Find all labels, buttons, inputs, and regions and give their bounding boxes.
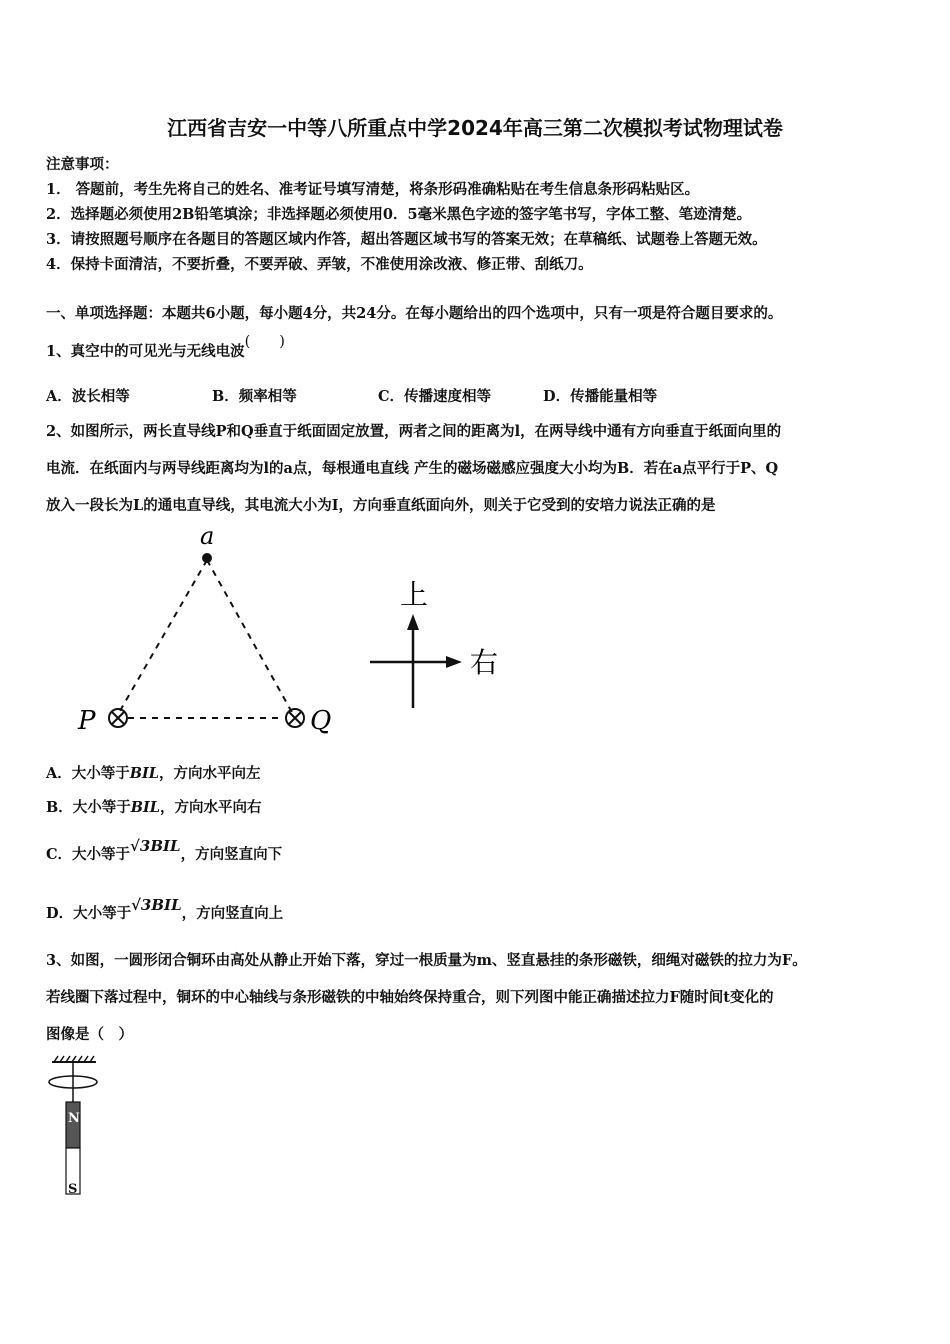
triangle-diagram <box>77 522 331 736</box>
q2-line-2: 电流．在纸面内与两导线距离均为l的a点，每根通电直线 产生的磁场磁感应强度大小均为B．若在a点平行于P、Q <box>46 460 779 477</box>
q2-option-d-suffix: ，方向竖直向上 <box>181 905 284 922</box>
bar-magnet-icon <box>66 1102 80 1197</box>
up-arrow-icon <box>407 614 419 630</box>
label-right: 右 <box>470 646 499 679</box>
magnet-n-label: N <box>68 1111 80 1126</box>
q3-line-3: 图像是（ ） <box>46 1026 133 1043</box>
q2-option-a-prefix: A．大小等于 <box>46 765 130 782</box>
right-arrow-icon <box>446 656 462 668</box>
dashed-line-pa <box>117 560 207 716</box>
magnet-s-label: S <box>68 1182 78 1197</box>
notice-item-2: 2．选择题必须使用2B铅笔填涂；非选择题必须使用0．5毫米黑色字迹的签字笔书写，字体工整、笔迹清楚。 <box>46 206 752 223</box>
q2-option-d-value: √3BIL <box>131 896 182 914</box>
q1-option-a: A．波长相等 <box>46 388 130 405</box>
q2-option-c-suffix: ，方向竖直向下 <box>180 846 283 863</box>
q2-option-b <box>46 796 262 817</box>
q2-option-c <box>46 837 283 864</box>
q2-option-b-prefix: B．大小等于 <box>46 799 131 816</box>
q2-line-1: 2、如图所示，两长直导线P和Q垂直于纸面固定放置，两者之间的距离为l，在两导线中通有方向垂直于纸面向里的 <box>46 423 782 440</box>
ceiling-icon <box>52 1056 96 1062</box>
q3-figure <box>40 1054 110 1199</box>
q1-option-c: C．传播速度相等 <box>378 388 492 405</box>
q2-figure <box>70 520 530 750</box>
q2-line-3: 放入一段长为L的通电直导线，其电流大小为I，方向垂直纸面向外，则关于它受到的安培力说法正确的是 <box>46 497 716 514</box>
direction-axes <box>370 578 498 708</box>
q2-option-c-prefix: C．大小等于 <box>46 846 131 863</box>
q1-stem <box>46 334 285 361</box>
wire-q-icon <box>286 709 304 727</box>
q2-option-c-value: √3BIL <box>130 837 181 855</box>
label-up: 上 <box>400 578 429 611</box>
dashed-line-qa <box>207 560 294 716</box>
q1-option-b: B．频率相等 <box>212 388 297 405</box>
q3-line-1: 3、如图，一圆形闭合铜环由高处从静止开始下落，穿过一根质量为m、竖直悬挂的条形磁铁，细绳对磁铁的拉力为F。 <box>46 952 807 969</box>
wire-p-icon <box>109 709 127 727</box>
label-q: Q <box>310 706 332 736</box>
q2-option-b-suffix: ，方向水平向右 <box>160 799 262 816</box>
section-heading: 一、单项选择题：本题共6小题，每小题4分，共24分。在每小题给出的四个选项中，只有一项是符合题目要求的。 <box>46 305 783 322</box>
label-a: a <box>200 522 215 550</box>
q1-paren: ( ) <box>244 334 285 350</box>
notice-heading: 注意事项： <box>46 156 119 173</box>
label-p: P <box>78 706 96 736</box>
notice-item-4: 4．保持卡面清洁，不要折叠，不要弄破、弄皱，不准使用涂改液、修正带、刮纸刀。 <box>46 256 593 273</box>
point-a <box>202 553 212 563</box>
q2-option-d <box>46 896 284 923</box>
q1-stem-text: 1、真空中的可见光与无线电波 <box>46 343 245 360</box>
q1-option-d: D．传播能量相等 <box>543 388 658 405</box>
q2-option-a <box>46 762 260 783</box>
page-title: 江西省吉安一中等八所重点中学2024年高三第二次模拟考试物理试卷 <box>167 116 783 140</box>
q2-option-a-suffix: ，方向水平向左 <box>158 765 261 782</box>
notice-item-3: 3．请按照题号顺序在各题目的答题区域内作答，超出答题区域书写的答案无效；在草稿纸、试题卷上答题无效。 <box>46 231 767 248</box>
q2-option-a-value: BIL <box>129 765 159 782</box>
q2-option-d-prefix: D．大小等于 <box>46 905 132 922</box>
notice-item-1: 1． 答题前，考生先将自己的姓名、准考证号填写清楚，将条形码准确粘贴在考生信息条形码粘贴区。 <box>46 181 700 198</box>
q3-line-2: 若线圈下落过程中，铜环的中心轴线与条形磁铁的中轴始终保持重合，则下列图中能正确描述拉力F随时间t变化的 <box>46 989 774 1006</box>
q2-option-b-value: BIL <box>130 799 160 816</box>
